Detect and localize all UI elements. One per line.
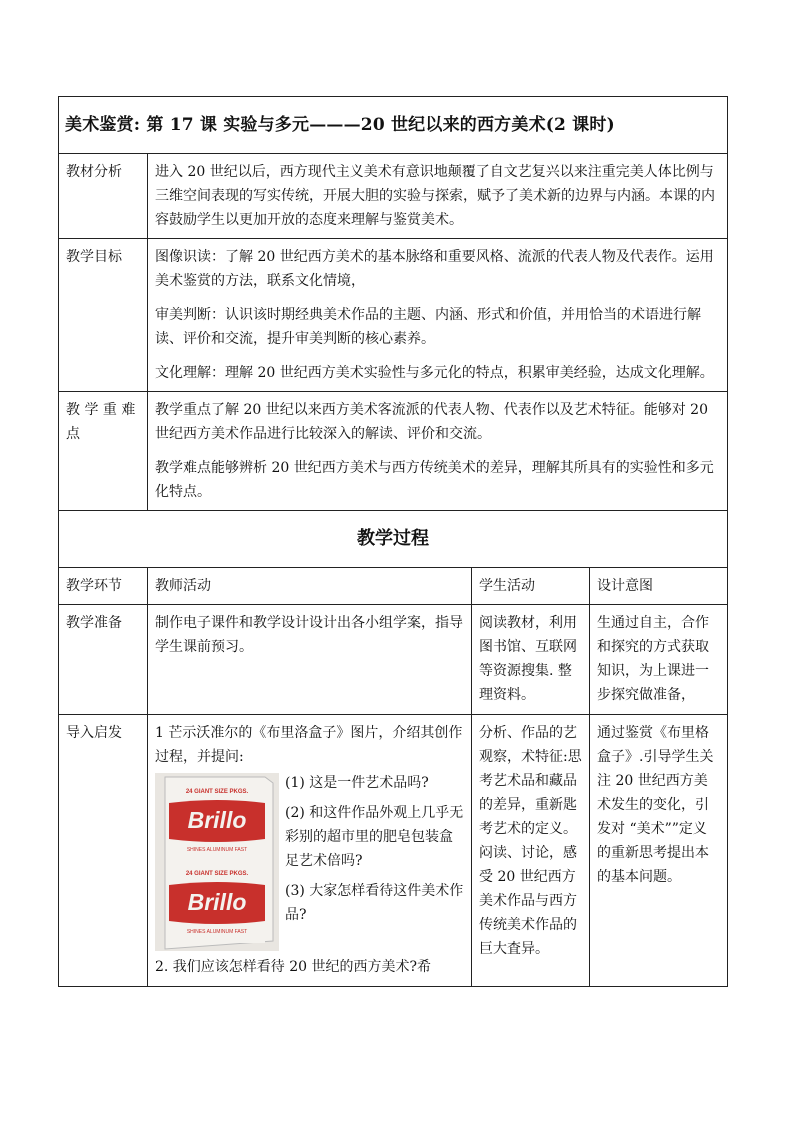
goal-cultural-understanding: 文化理解：理解 20 世纪西方美术实验性与多元化的特点，积累审美经验，达成文化理解。: [155, 365, 714, 381]
intro-row: [59, 715, 728, 987]
prep-student: 阅读教材，利用图书馆、互联网等资源搜集. 整理资料。: [472, 605, 590, 715]
material-analysis-label: 教材分析: [59, 154, 148, 239]
teaching-goals-row: [59, 239, 728, 392]
process-title: 教学过程: [59, 511, 728, 568]
question-2: (2) 和这件作品外观上几乎无彩别的超市里的肥皂包装盒足艺术倍吗?: [285, 805, 464, 869]
title-row: [59, 97, 728, 154]
brillo-logo-text: Brillo: [187, 807, 247, 833]
process-title-row: [59, 511, 728, 568]
header-teacher: 教师活动: [148, 568, 472, 605]
process-header-row: [59, 568, 728, 605]
brillo-top-text: 24 GIANT SIZE PKGS.: [185, 789, 249, 795]
question-3: (3) 大家怎样看待这件美术作品?: [285, 883, 464, 923]
key-point-text: 教学重点了解 20 世纪以来西方美术客流派的代表人物、代表作以及艺术特征。能够对 20 世纪西方美术作品进行比较深入的解读、评价和交流。: [155, 402, 708, 442]
prep-row: [59, 605, 728, 715]
material-analysis-text: 进入 20 世纪以后，西方现代主义美术有意识地颠覆了自文艺复兴以来注重完美人体比例与三维空间表现的写实传统，开展大胆的实验与探索，赋予了美术新的边界与内涵。本课的内容鼓励学生以更加开放的态度来理解与鉴赏美术。: [148, 154, 728, 239]
brillo-block: [155, 769, 464, 951]
teaching-goals-label: 教学目标: [59, 239, 148, 392]
difficult-point-text: 教学难点能够辨析 20 世纪西方美术与西方传统美术的差异，理解其所具有的实验性和多元化特点。: [155, 460, 714, 500]
prep-teacher: 制作电子课件和教学设计设计出各小组学案，指导学生课前预习。: [148, 605, 472, 715]
key-difficult-points-content: [148, 392, 728, 511]
brillo-logo-text-2: Brillo: [187, 889, 247, 915]
goal-image-reading: 图像识读：了解 20 世纪西方美术的基本脉络和重要风格、流派的代表人物及代表作。运用美术鉴赏的方法，联系文化情境，: [155, 249, 714, 289]
intro-stage: 导入启发: [59, 715, 148, 987]
brillo-bottom-text: SHINES ALUMINUM FAST: [186, 847, 248, 853]
intro-teacher: [148, 715, 472, 987]
prep-stage: 教学准备: [59, 605, 148, 715]
key-difficult-points-row: [59, 392, 728, 511]
goal-aesthetic-judgment: 审美判断：认识该时期经典美术作品的主题、内涵、形式和价值，并用恰当的术语进行解读、评价和交流，提升审美判断的核心素养。: [155, 307, 701, 347]
intro-student: 分析、作品的艺观察，术特征:思考艺术品和藏品的差异，重新匙考艺术的定义。闷读、讨论，感受 20 世纪西方美术作品与西方传统美术作品的巨大査异。: [472, 715, 590, 987]
document-title: 美术鉴赏: 第 17 课 实验与多元———20 世纪以来的西方美术(2 课时): [59, 97, 728, 154]
intro-teacher-text: 1 芒示沃准尔的《布里洛盒子》图片，介绍其创作过程，并提问:: [155, 725, 463, 765]
brillo-top-text-2: 24 GIANT SIZE PKGS.: [185, 871, 249, 877]
teaching-goals-content: [148, 239, 728, 392]
material-analysis-row: [59, 154, 728, 239]
lesson-plan-page: [58, 96, 727, 987]
lesson-table: [58, 96, 728, 987]
header-student: 学生活动: [472, 568, 590, 605]
brillo-bottom-text-2: SHINES ALUMINUM FAST: [186, 929, 248, 935]
prep-intent: 生通过自主，合作和探究的方式获取知识，为上课进一步探究做准备，: [590, 605, 728, 715]
intro-teacher-end: 2. 我们应该怎样看待 20 世纪的西方美术?希: [155, 959, 432, 975]
question-list: [285, 769, 464, 951]
key-difficult-points-label: 教 学 重 难 点: [59, 392, 148, 511]
question-1: (1) 这是一件艺术品吗?: [285, 775, 429, 791]
header-intent: 设计意图: [590, 568, 728, 605]
header-stage: 教学环节: [59, 568, 148, 605]
intro-intent: 通过鉴赏《布里格盒子》.引导学生关注 20 世纪西方美术发生的变化，引发对 “美术””定义的重新思考提出本的基本问题。: [590, 715, 728, 987]
brillo-box-image: [155, 773, 279, 951]
